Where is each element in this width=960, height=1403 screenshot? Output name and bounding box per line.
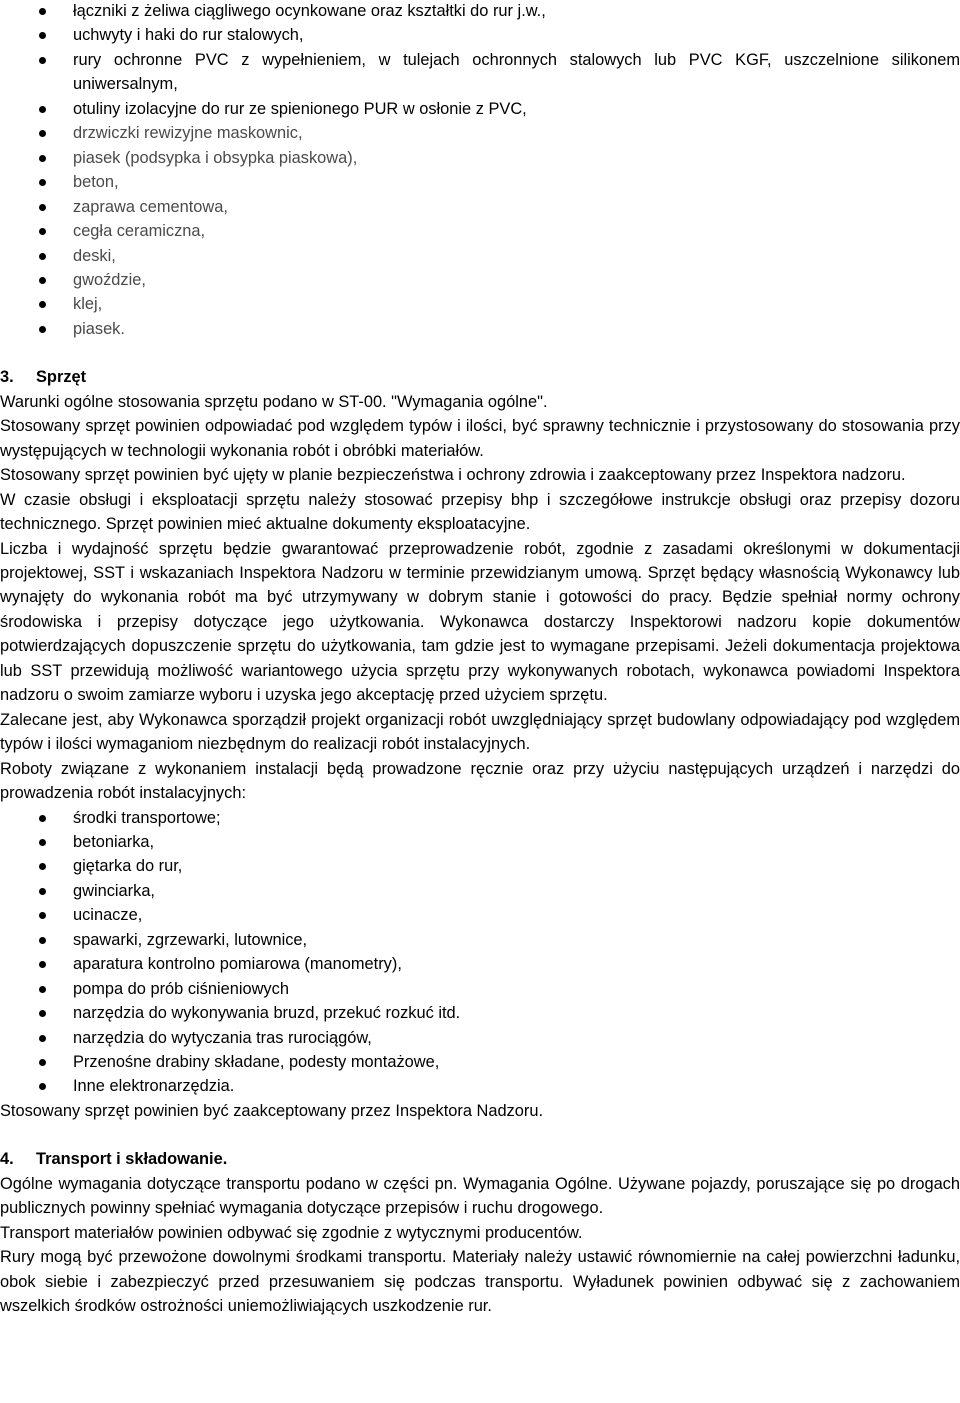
list-item: gwinciarka, [0,879,960,903]
section-number: 3. [0,368,14,387]
section-3-heading [0,365,960,389]
list-item: klej, [0,292,960,316]
list-item: gwoździe, [0,268,960,292]
bullet-icon [39,8,46,15]
paragraph: Liczba i wydajność sprzętu będzie gwarantować przeprowadzenie robót, zgodnie z zasadami określonymi w dokumentacji projektowej, SST i wskazaniach Inspektora Nadzoru w terminie przewidzianym umową. Sprzęt będący własnością Wykonawcy lub wynajęty do wykonania robót ma być utrzymywany w dobrym stanie i gotowości do pracy. Będzie spełniał normy ochrony środowiska i przepisy dotyczące jego użytkowania. Wykonawca dostarczy Inspektorowi nadzoru kopie dokumentów potwierdzających dopuszczenie sprzętu do użytkowania, tam gdzie jest to wymagane przepisami. Jeżeli dokumentacja projektowa lub SST przewidują możliwość wariantowego użycia sprzętu przy wykonywanych robotach, wykonawca powiadomi Inspektora nadzoru o swoim zamiarze wyboru i uzyska jego akceptację przed użyciem sprzętu. [0,539,960,705]
paragraph: Stosowany sprzęt powinien być zaakceptowany przez Inspektora Nadzoru. [0,1101,543,1120]
paragraph: Stosowany sprzęt powinien być ujęty w planie bezpieczeństwa i ochrony zdrowia i zaakceptowany przez Inspektora nadzoru. [0,466,906,485]
bullet-icon [39,1010,46,1017]
bullet-icon [39,179,46,186]
list-item: ucinacze, [0,903,960,927]
bullet-icon [39,32,46,39]
list-item: środki transportowe; [0,806,960,830]
section-title: Transport i składowanie. [36,1150,228,1169]
bullet-icon [39,204,46,211]
paragraph: Stosowany sprzęt powinien odpowiadać pod względem typów i ilości, być sprawny technicznie i przystosowany do stosowania przy występujących w technologii wykonania robót i obróbki materiałów. [0,417,960,460]
paragraph: Transport materiałów powinien odbywać się zgodnie z wytycznymi producentów. [0,1223,583,1242]
list-item: piasek (podsypka i obsypka piaskowa), [0,146,960,170]
list-item: deski, [0,244,960,268]
list-item: spawarki, zgrzewarki, lutownice, [0,928,960,952]
list-item: rury ochronne PVC z wypełnieniem, w tulejach ochronnych stalowych lub PVC KGF, uszczelnione silikonem uniwersalnym, [0,48,960,97]
bullet-icon [39,277,46,284]
list-item: betoniarka, [0,830,960,854]
spacer [0,341,960,365]
list-item: Przenośne drabiny składane, podesty montażowe, [0,1050,960,1074]
paragraph: Zalecane jest, aby Wykonawca sporządził projekt organizacji robót uwzględniający sprzęt budowlany odpowiadający pod względem typów i ilości wymaganiom niezbędnym do realizacji robót instalacyjnych. [0,710,960,754]
list-item: beton, [0,170,960,194]
bullet-icon [39,326,46,333]
list-item: uchwyty i haki do rur stalowych, [0,23,960,47]
section-title: Sprzęt [36,368,87,387]
bullet-icon [39,155,46,162]
paragraph: W czasie obsługi i eksploatacji sprzętu należy stosować przepisy bhp i szczegółowe instrukcje obsługi oraz przepisy dozoru technicznego. Sprzęt powinien mieć aktualne dokumenty eksploatacyjne. [0,490,960,534]
spacer [0,1123,960,1147]
tools-list [0,806,960,1099]
bullet-icon [39,228,46,235]
list-item: otuliny izolacyjne do rur ze spienionego PUR w osłonie z PVC, [0,97,960,121]
bullet-icon [39,1059,46,1066]
list-item: zaprawa cementowa, [0,195,960,219]
list-item: giętarka do rur, [0,854,960,878]
list-item: drzwiczki rewizyjne maskownic, [0,121,960,145]
bullet-icon [39,301,46,308]
list-item: pompa do prób ciśnieniowych [0,977,960,1001]
paragraph: Roboty związane z wykonaniem instalacji będą prowadzone ręcznie oraz przy użyciu następujących urządzeń i narzędzi do prowadzenia robót instalacyjnych: [0,759,960,803]
bullet-icon [39,130,46,137]
list-item: Inne elektronarzędzia. [0,1074,960,1098]
paragraph: Ogólne wymagania dotyczące transportu podano w części pn. Wymagania Ogólne. Używane pojazdy, poruszające się po drogach publicznych powinny spełniać wymagania dotyczące przepisów i ruchu drogowego. [0,1174,960,1218]
bullet-icon [39,1083,46,1090]
list-item: łączniki z żeliwa ciągliwego ocynkowane oraz kształtki do rur j.w., [0,0,960,23]
bullet-icon [39,961,46,968]
list-item: narzędzia do wytyczania tras rurociągów, [0,1026,960,1050]
section-4-heading [0,1147,960,1171]
bullet-icon [39,888,46,895]
bullet-icon [39,912,46,919]
bullet-icon [39,863,46,870]
bullet-icon [39,57,46,64]
list-item: aparatura kontrolno pomiarowa (manometry), [0,952,960,976]
paragraph: Warunki ogólne stosowania sprzętu podano w ST-00. "Wymagania ogólne". [0,392,548,411]
bullet-icon [39,986,46,993]
bullet-icon [39,1035,46,1042]
list-item: cegła ceramiczna, [0,219,960,243]
list-item: piasek. [0,317,960,341]
bullet-icon [39,937,46,944]
list-item: narzędzia do wykonywania bruzd, przekuć rozkuć itd. [0,1001,960,1025]
bullet-icon [39,106,46,113]
bullet-icon [39,253,46,260]
paragraph: Rury mogą być przewożone dowolnymi środkami transportu. Materiały należy ustawić równomiernie na całej powierzchni ładunku, obok siebie i zabezpieczyć przed przesuwaniem się podczas transportu. Wyładunek powinien odbywać się z zachowaniem wszelkich środków ostrożności uniemożliwiających uszkodzenie rur. [0,1248,960,1316]
bullet-icon [39,815,46,822]
section-number: 4. [0,1150,14,1169]
materials-list [0,0,960,341]
bullet-icon [39,839,46,846]
